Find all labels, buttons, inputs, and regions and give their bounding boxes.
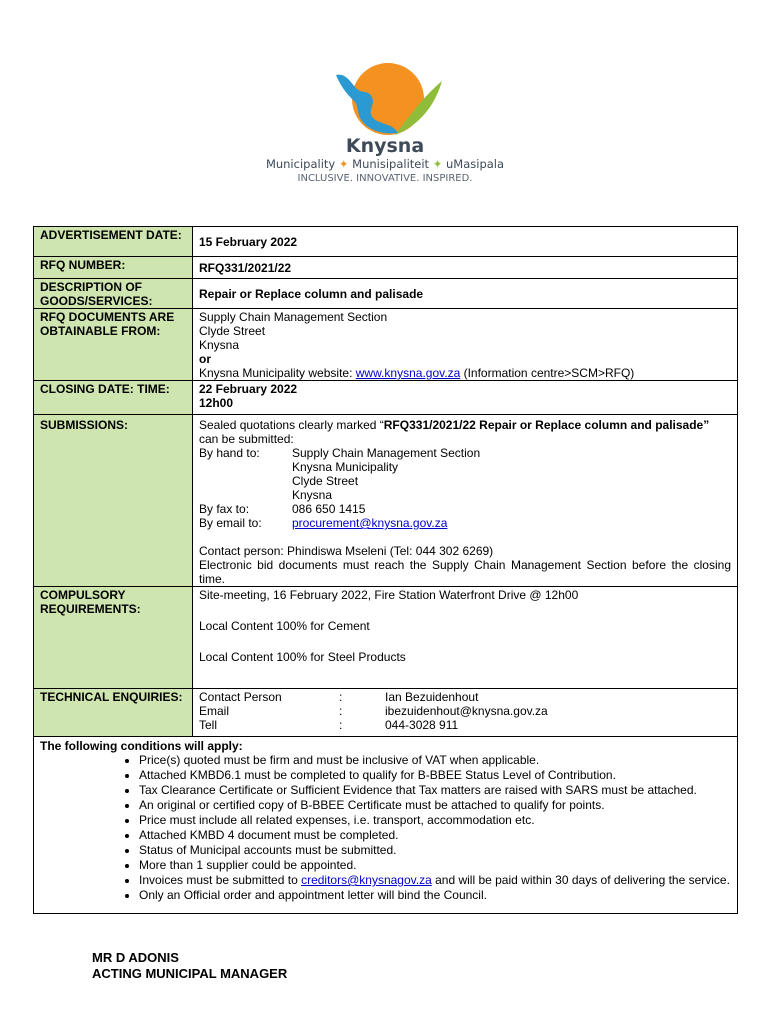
label-submissions: SUBMISSIONS: [34, 415, 193, 587]
docs-website-prefix: Knysna Municipality website: [199, 366, 356, 380]
value-documents [193, 309, 738, 381]
row-description [34, 279, 738, 309]
invoice-suffix: and will be paid within 30 days of delivering the service. [431, 873, 730, 887]
enquiry-key: Tell [199, 718, 218, 732]
submissions-intro [199, 418, 731, 446]
label-closing: CLOSING DATE: TIME: [34, 381, 193, 415]
brand-motto: INCLUSIVE. INNOVATIVE. INSPIRED. [297, 173, 473, 184]
docs-website-line [199, 366, 731, 380]
row-rfq-number [34, 257, 738, 279]
signatory-name: MR D ADONIS [92, 950, 179, 965]
docs-line: Supply Chain Management Section [199, 310, 388, 324]
brand-tagline [0, 157, 770, 171]
compulsory-cement: Local Content 100% for Cement [199, 619, 370, 633]
address-line: Knysna [292, 488, 333, 502]
condition-item: • Only an Official order and appointment letter will bind the Council. [139, 888, 731, 903]
condition-item: • Price(s) quoted must be firm and must be inclusive of VAT when applicable. [139, 753, 731, 768]
value-rfq-number: RFQ331/2021/22 [193, 257, 738, 279]
by-hand-address [292, 446, 731, 502]
by-fax-value: 086 650 1415 [292, 502, 366, 516]
docs-website-link[interactable]: www.knysna.gov.za [355, 366, 461, 380]
value-closing [193, 381, 738, 415]
by-email-label: By email to: [199, 516, 262, 530]
condition-item-invoices [139, 873, 731, 888]
label-advertisement-date: ADVERTISEMENT DATE: [34, 227, 193, 257]
docs-line: Clyde Street [199, 324, 266, 338]
docs-website-suffix: (Information centre>SCM>RFQ) [460, 366, 635, 380]
conditions-heading: The following conditions will apply: [40, 739, 243, 753]
docs-or: or [199, 352, 211, 366]
condition-item: • Tax Clearance Certificate or Sufficient Evidence that Tax matters are raised with SARS must be attached. [139, 783, 731, 798]
condition-item: • More than 1 supplier could be appointed. [139, 858, 731, 873]
label-description: DESCRIPTION OF GOODS/SERVICES: [34, 279, 193, 309]
invoice-email-link[interactable]: creditors@knysnagov.za [301, 873, 432, 887]
condition-item: • Price must include all related expenses, i.e. transport, accommodation etc. [139, 813, 731, 828]
compulsory-steel: Local Content 100% for Steel Products [199, 650, 406, 664]
compulsory-site-meeting: Site-meeting, 16 February 2022, Fire Station Waterfront Drive @ 12h00 [199, 588, 579, 602]
enquiry-sep: : [339, 704, 343, 718]
enquiry-sep: : [339, 718, 343, 732]
tagline-umasipala: uMasipala [446, 157, 505, 171]
enquiry-value: 044-3028 911 [385, 718, 459, 732]
row-documents [34, 309, 738, 381]
submissions-by-email [199, 516, 731, 530]
invoice-prefix: Invoices must be submitted to [139, 873, 302, 887]
value-compulsory [193, 587, 738, 689]
label-documents: RFQ DOCUMENTS ARE OBTAINABLE FROM: [34, 309, 193, 381]
docs-line: Knysna [199, 338, 240, 352]
brand-name: Knysna [345, 135, 425, 157]
value-advertisement-date: 15 February 2022 [193, 227, 738, 257]
closing-time: 12h00 [199, 396, 234, 410]
technical-contact [199, 690, 731, 704]
value-submissions [193, 415, 738, 587]
row-submissions [34, 415, 738, 587]
condition-item: • Attached KMBD 4 document must be completed. [139, 828, 731, 843]
value-technical [193, 689, 738, 737]
row-conditions [34, 737, 738, 914]
by-email-link[interactable]: procurement@knysna.gov.za [292, 516, 448, 530]
closing-date: 22 February 2022 [199, 382, 298, 396]
signatory-title: ACTING MUNICIPAL MANAGER [92, 966, 288, 981]
submissions-by-hand [199, 446, 731, 502]
row-technical [34, 689, 738, 737]
value-description: Repair or Replace column and palisade [193, 279, 738, 309]
conditions-list [40, 753, 731, 903]
contact-person: Contact person: Phindiswa Mseleni (Tel: 044 302 6269) [199, 544, 494, 558]
rfq-table [33, 226, 738, 914]
label-rfq-number: RFQ NUMBER: [34, 257, 193, 279]
label-technical: TECHNICAL ENQUIRIES: [34, 689, 193, 737]
condition-item: • Attached KMBD6.1 must be completed to qualify for B-BBEE Status Level of Contribution. [139, 768, 731, 783]
address-line: Clyde Street [292, 474, 359, 488]
row-advertisement-date [34, 227, 738, 257]
submissions-by-fax [199, 502, 731, 516]
label-compulsory: COMPULSORY REQUIREMENTS: [34, 587, 193, 689]
enquiry-value: ibezuidenhout@knysna.gov.za [385, 704, 548, 718]
submissions-rfq-title: RFQ331/2021/22 Repair or Replace column and palisade” [383, 418, 710, 432]
condition-item: • Status of Municipal accounts must be submitted. [139, 843, 731, 858]
signature-block [92, 950, 287, 982]
tagline-municipality: Municipality [265, 157, 336, 171]
technical-tell [199, 718, 731, 732]
address-line: Supply Chain Management Section [292, 446, 481, 460]
electronic-notice: Electronic bid documents must reach the Supply Chain Management Section before the closing time. [199, 558, 731, 586]
by-fax-label: By fax to: [199, 502, 250, 516]
row-closing [34, 381, 738, 415]
tagline-munisipaliteit: Munisipaliteit [352, 157, 430, 171]
by-hand-label: By hand to: [199, 446, 260, 460]
enquiry-key: Email [199, 704, 230, 718]
row-compulsory [34, 587, 738, 689]
tagline-separator-icon: ✦ [432, 157, 447, 171]
submissions-intro-text: Sealed quotations clearly marked “ [199, 418, 384, 432]
enquiry-sep: : [339, 690, 343, 704]
submissions-intro-after: can be submitted: [199, 432, 294, 446]
enquiry-key: Contact Person [199, 690, 282, 704]
enquiry-value: Ian Bezuidenhout [385, 690, 479, 704]
tagline-separator-icon: ✦ [338, 157, 353, 171]
address-line: Knysna Municipality [292, 460, 399, 474]
conditions-cell [34, 737, 738, 914]
condition-item: • An original or certified copy of B-BBEE Certificate must be attached to qualify for points. [139, 798, 731, 813]
technical-email [199, 704, 731, 718]
